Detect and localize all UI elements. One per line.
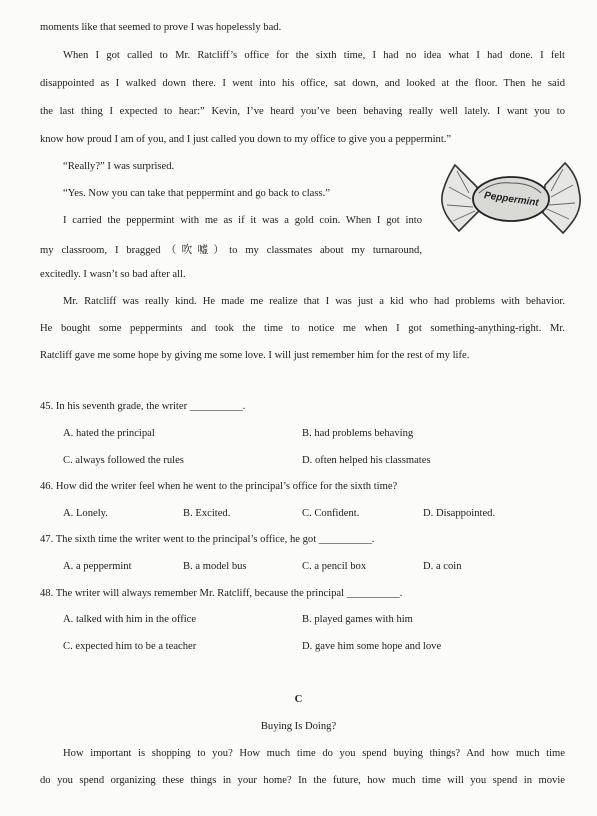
question-stem: 47. The sixth time the writer went to the principal’s office, he got __________. xyxy=(40,534,375,545)
answer-option: C. expected him to be a teacher xyxy=(63,641,197,652)
passage-line: excitedly. I wasn’t so bad after all. xyxy=(40,269,186,280)
answer-option: D. Disappointed. xyxy=(423,508,496,519)
passage-line: the last thing I expected to hear:” Kevin, I’ve heard you’ve been behaving really well lately. I want you to xyxy=(40,106,565,117)
passage-line: do you spend organizing these things in your home? In the future, how much time will you spend in movie xyxy=(40,775,565,786)
passage-line: moments like that seemed to prove I was hopelessly bad. xyxy=(40,22,282,33)
question-stem: 48. The writer will always remember Mr. Ratcliff, because the principal __________. xyxy=(40,588,403,599)
passage-line: I carried the peppermint with me as if it was a gold coin. When I got into xyxy=(63,215,422,226)
passage-line: “Yes. Now you can take that peppermint and go back to class.” xyxy=(63,188,330,199)
passage-line: my classroom, I bragged（吹嘘）to my classmates about my turnaround, xyxy=(40,245,422,256)
answer-option: C. a pencil box xyxy=(302,561,367,572)
answer-option: B. played games with him xyxy=(302,614,413,625)
answer-option: C. Confident. xyxy=(302,508,360,519)
passage-line: know how proud I am of you, and I just called you down to my office to give you a peppermint.” xyxy=(40,134,452,145)
answer-option: B. had problems behaving xyxy=(302,428,414,439)
passage-line: He bought some peppermints and took the time to notice me when I got something-anything-right. Mr. xyxy=(40,323,565,334)
question-stem: 46. How did the writer feel when he went to the principal’s office for the sixth time? xyxy=(40,481,398,492)
answer-option: A. talked with him in the office xyxy=(63,614,197,625)
passage-line: “Really?” I was surprised. xyxy=(63,161,175,172)
answer-option: B. a model bus xyxy=(183,561,247,572)
passage-line: disappointed as I walked down there. I went into his office, sat down, and looked at the floor. Then he said xyxy=(40,78,565,89)
passage-line: How important is shopping to you? How much time do you spend buying things? And how much time xyxy=(63,748,565,759)
answer-option: C. always followed the rules xyxy=(63,455,184,466)
peppermint-candy-icon xyxy=(437,157,585,241)
answer-option: D. gave him some hope and love xyxy=(302,641,442,652)
section-label: C xyxy=(294,694,303,705)
answer-option: D. often helped his classmates xyxy=(302,455,431,466)
passage-title: Buying Is Doing? xyxy=(260,721,337,732)
answer-option: B. Excited. xyxy=(183,508,231,519)
answer-option: A. a peppermint xyxy=(63,561,132,572)
passage-line: Ratcliff gave me some hope by giving me some love. I will just remember him for the rest of my life. xyxy=(40,350,470,361)
answer-option: D. a coin xyxy=(423,561,462,572)
answer-option: A. hated the principal xyxy=(63,428,155,439)
passage-line: When I got called to Mr. Ratcliff’s office for the sixth time, I had no idea what I had done. I felt xyxy=(63,50,565,61)
question-stem: 45. In his seventh grade, the writer __________. xyxy=(40,401,246,412)
candy-label: Peppermint xyxy=(483,190,540,209)
passage-line: Mr. Ratcliff was really kind. He made me realize that I was just a kid who had problems with behavior. xyxy=(63,296,565,307)
answer-option: A. Lonely. xyxy=(63,508,108,519)
